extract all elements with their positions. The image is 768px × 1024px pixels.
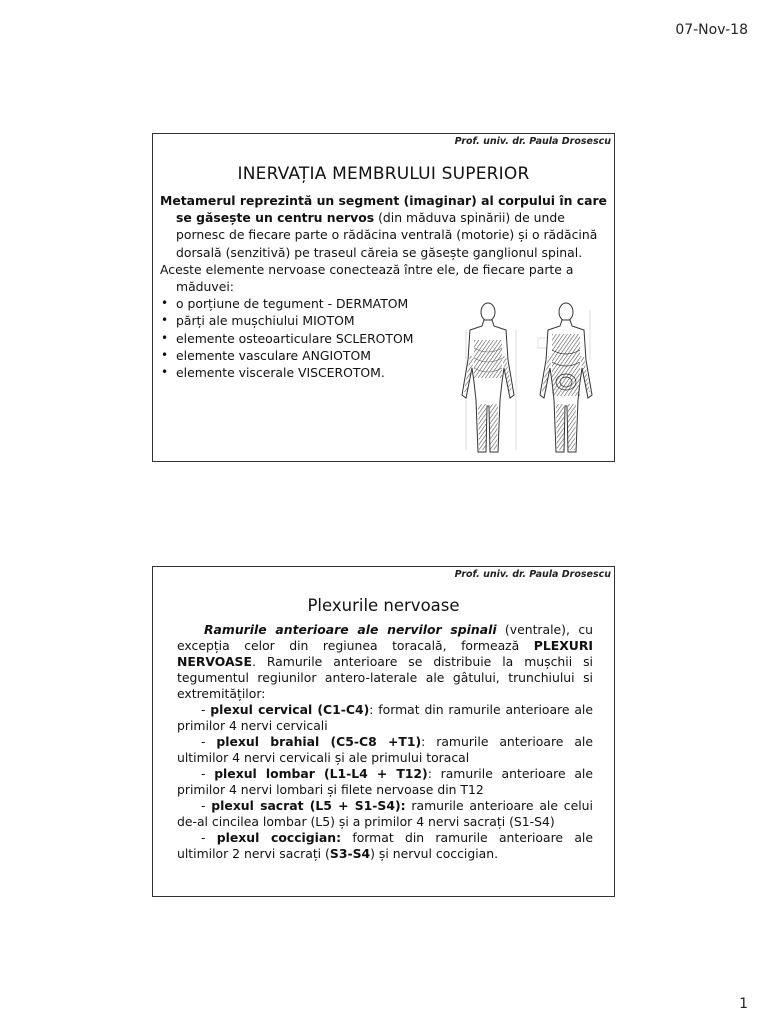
item-bold: plexul sacrat (L5 + S1-S4): (211, 798, 406, 813)
item-text: format din ramurile anterioare ale ultimilor 2 nervi sacrați ( (177, 830, 593, 861)
slide-title: INERVAȚIA MEMBRULUI SUPERIOR (237, 164, 530, 184)
bullet-item: • elemente vasculare ANGIOTOM (160, 347, 450, 364)
page-date: 07-Nov-18 (675, 22, 748, 38)
dermatome-figure (448, 300, 606, 456)
item-dash: - (201, 798, 212, 813)
item-text: : format din ramurile anterioare ale primilor 4 nervi cervicali (177, 702, 593, 733)
intro-paragraph (177, 622, 593, 702)
page-number: 1 (739, 996, 748, 1012)
item-text: ramurile anterioare ale celui de-al cincilea lombar (L5) și a primilor 4 nervi sacrați (S1-S4) (177, 798, 593, 829)
item-bold: plexul coccigian: (216, 830, 342, 845)
connection-text: Aceste elemente nervoase conectează între ele, de fiecare parte a măduvei: (160, 261, 574, 295)
item-bold-2: S3-S4 (329, 846, 371, 861)
bullet-item: • elemente osteoarticulare SCLEROTOM (160, 330, 450, 347)
slide-author: Prof. univ. dr. Paula Drosescu (454, 569, 611, 580)
intro-text-2: . Ramurile anterioare se distribuie la mușchii si tegumentul regiunilor antero-laterale ale gâtului, trunchiului si extremităților: (177, 654, 593, 701)
slide-title: Plexurile nervoase (307, 596, 460, 615)
plexus-item (177, 830, 593, 862)
bullet-item: • o porțiune de tegument - DERMATOM (160, 295, 450, 312)
item-dash: - (201, 734, 217, 749)
item-text: : ramurile anterioare ale ultimilor 4 nervi cervicali și ale primului toracal (177, 734, 593, 765)
bullet-item: • elemente viscerale VISCEROTOM. (160, 364, 450, 381)
item-bold: plexul cervical (C1-C4) (210, 702, 370, 717)
plexus-item (177, 798, 593, 830)
slide-inervatia (152, 133, 615, 462)
item-text: : ramurile anterioare ale primilor 4 nervi lombari și filete nervoase din T12 (177, 766, 593, 797)
definition-bold: reprezintă un segment (imaginar) al corpului în care se găsește un centru nervos (176, 193, 607, 226)
plexus-item (177, 766, 593, 798)
slide-body (177, 622, 593, 862)
plexus-item (177, 734, 593, 766)
intro-italic: Ramurile anterioare ale nervilor spinali (204, 622, 497, 637)
plexus-item (177, 702, 593, 734)
intro-bold: PLEXURI NERVOASE (177, 638, 593, 669)
definition-rest: (din măduva spinării) de unde pornesc de fiecare parte o rădăcina ventrală (motorie) și o rădăcină dorsală (senzitivă) pe traseul căreia se găsește ganglionul spinal. (176, 210, 598, 260)
metamer-definition (160, 192, 608, 261)
item-dash: - (201, 766, 215, 781)
slide-plexuri (152, 566, 615, 897)
item-dash: - (201, 702, 211, 717)
item-text-2: ) și nervul coccigian. (370, 846, 499, 861)
definition-lead: Metamerul (160, 193, 240, 208)
item-dash: - (201, 830, 217, 845)
item-bold: plexul brahial (C5-C8 +T1) (216, 734, 422, 749)
bullet-item: • părți ale mușchiului MIOTOM (160, 312, 450, 329)
bullet-list (160, 295, 450, 381)
intro-text: (ventrale), cu excepția celor din regiunea toracală, formează (177, 622, 593, 653)
slide-author: Prof. univ. dr. Paula Drosescu (454, 136, 611, 147)
dermatome-body-map-icon (448, 300, 606, 456)
item-bold: plexul lombar (L1-L4 + T12) (214, 766, 428, 781)
